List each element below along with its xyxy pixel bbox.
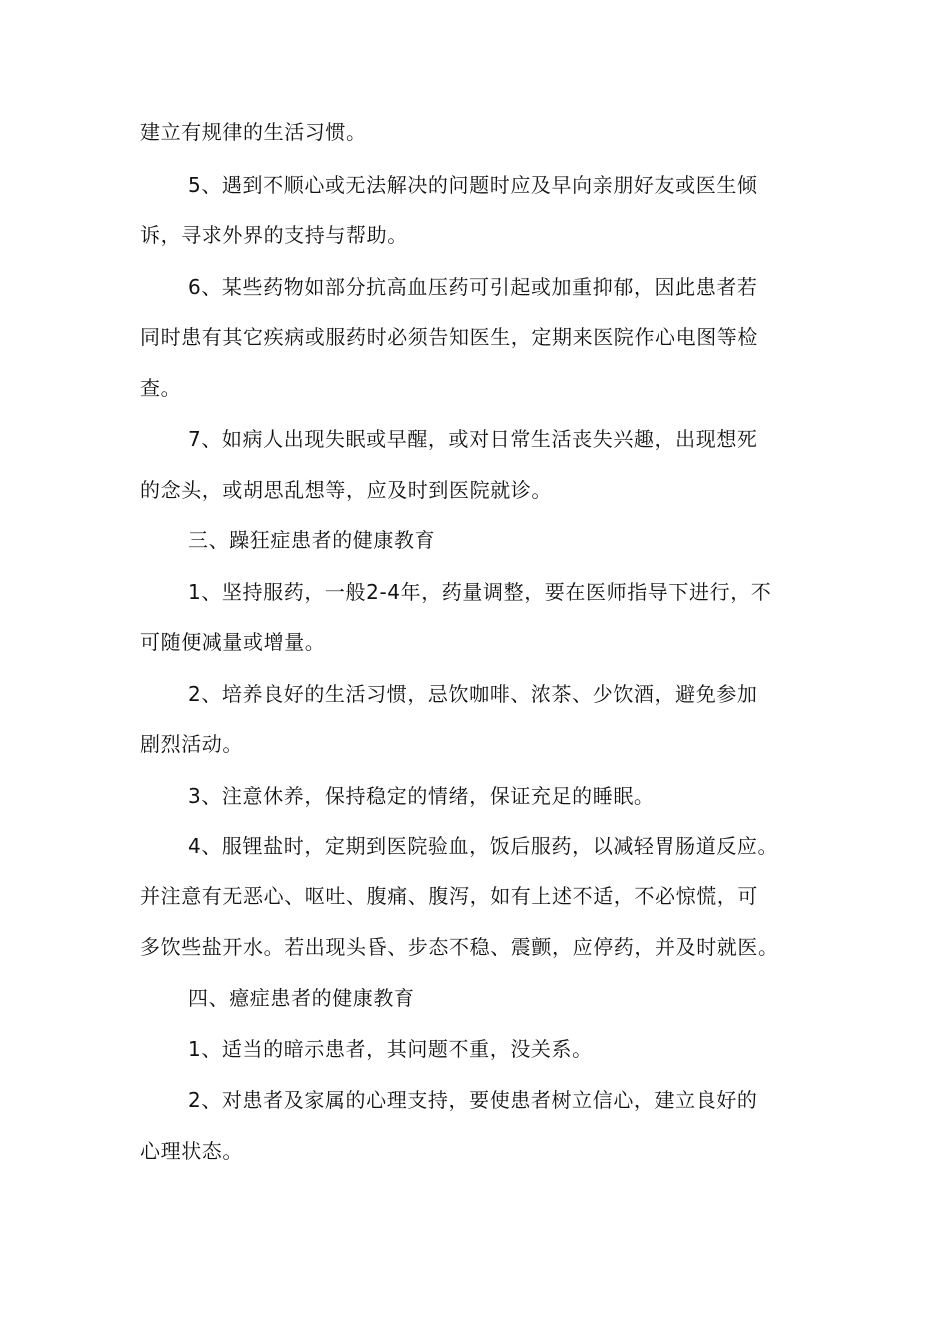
text-line: 诉，寻求外界的支持与帮助。 bbox=[140, 223, 408, 247]
text-line: 可随便减量或增量。 bbox=[140, 630, 326, 654]
text-line: 6、某些药物如部分抗高血压药可引起或加重抑郁，因此患者若 bbox=[188, 275, 758, 299]
text-line: 1、坚持服药，一般2-4年，药量调整，要在医师指导下进行，不 bbox=[188, 580, 772, 604]
text-line: 7、如病人出现失眠或早醒，或对日常生活丧失兴趣，出现想死 bbox=[188, 427, 758, 451]
text-line: 1、适当的暗示患者，其问题不重，没关系。 bbox=[188, 1037, 593, 1061]
text-line: 5、遇到不顺心或无法解决的问题时应及早向亲朋好友或医生倾 bbox=[188, 173, 758, 197]
text-line: 建立有规律的生活习惯。 bbox=[140, 120, 367, 144]
section-heading: 三、躁狂症患者的健康教育 bbox=[188, 528, 436, 552]
text-line: 3、注意休养，保持稳定的情绪，保证充足的睡眠。 bbox=[188, 784, 655, 808]
section-heading: 四、癔症患者的健康教育 bbox=[188, 986, 415, 1010]
text-line: 2、培养良好的生活习惯，忌饮咖啡、浓茶、少饮酒，避免参加 bbox=[188, 682, 758, 706]
text-line: 4、服锂盐时，定期到医院验血，饭后服药，以减轻胃肠道反应。 bbox=[188, 834, 779, 858]
text-line: 同时患有其它疾病或服药时必须告知医生，定期来医院作心电图等检 bbox=[140, 325, 758, 349]
text-line: 心理状态。 bbox=[140, 1139, 243, 1163]
text-line: 2、对患者及家属的心理支持，要使患者树立信心，建立良好的 bbox=[188, 1088, 758, 1112]
text-line: 查。 bbox=[140, 376, 182, 400]
text-line: 多饮些盐开水。若出现头昏、步态不稳、震颤，应停药，并及时就医。 bbox=[140, 935, 779, 959]
text-line: 的念头，或胡思乱想等，应及时到医院就诊。 bbox=[140, 478, 552, 502]
text-line: 剧烈活动。 bbox=[140, 732, 243, 756]
text-line: 并注意有无恶心、呕吐、腹痛、腹泻，如有上述不适，不必惊慌，可 bbox=[140, 884, 758, 908]
